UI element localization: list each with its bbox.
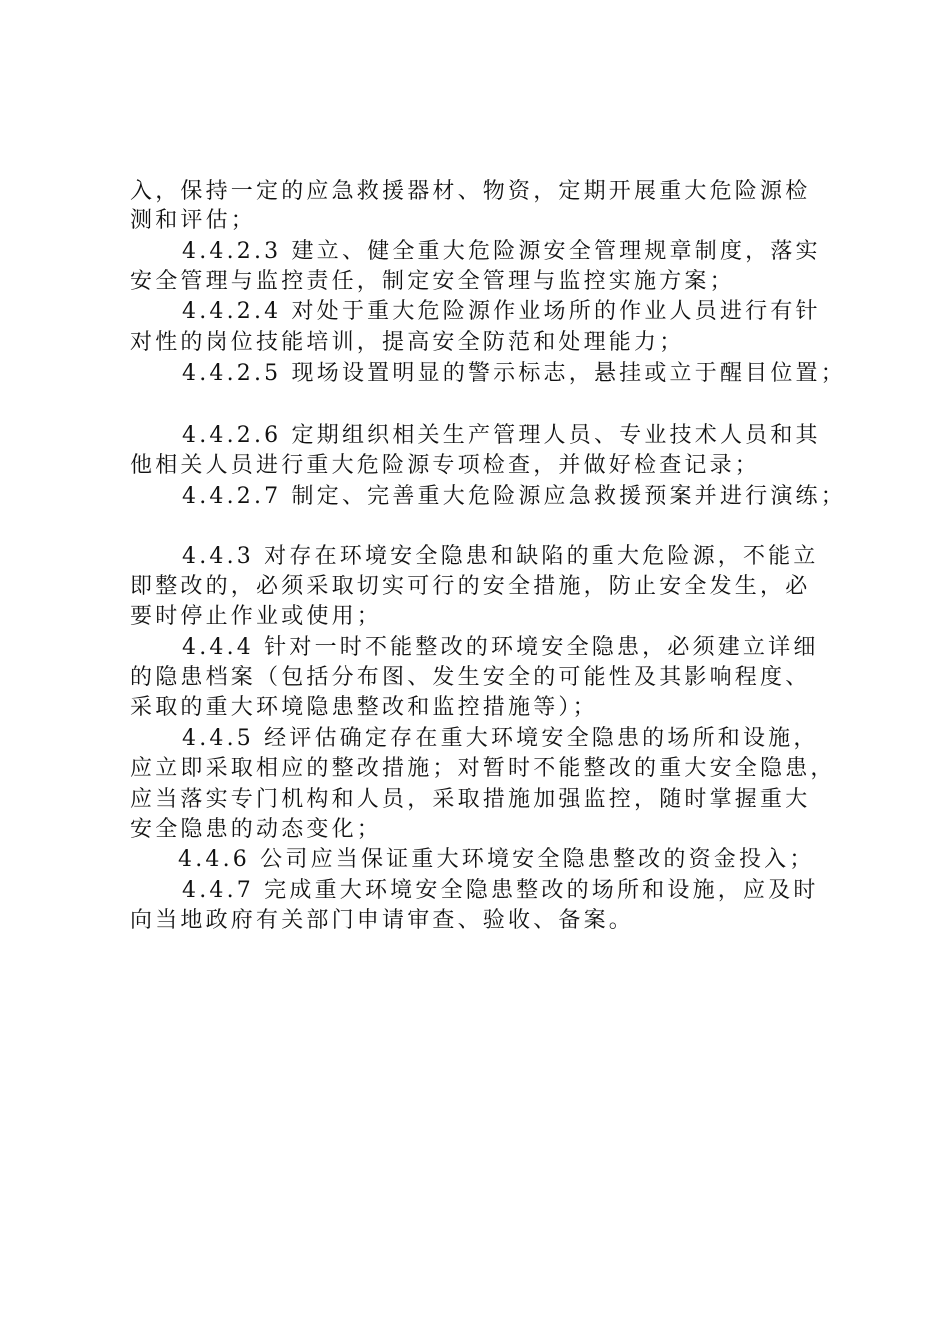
text-line: 4.4.4 针对一时不能整改的环境安全隐患，必须建立详细 [182,635,819,660]
text-line: 测和评估； [130,208,257,233]
text-line: 4.4.2.7 制定、完善重大危险源应急救援预案并进行演练； [182,484,846,509]
text-line: 要时停止作业或使用； [130,604,383,629]
text-line: 4.4.2.3 建立、健全重大危险源安全管理规章制度，落实 [182,239,821,264]
text-line: 4.4.7 完成重大环境安全隐患整改的场所和设施，应及时 [182,878,819,903]
text-line: 4.4.5 经评估确定存在重大环境安全隐患的场所和设施， [182,726,819,751]
text-line: 应当落实专门机构和人员，采取措施加强监控，随时掌握重大 [130,787,811,812]
text-line: 他相关人员进行重大危险源专项检查，并做好检查记录； [130,453,761,478]
text-line: 安全管理与监控责任，制定安全管理与监控实施方案； [130,269,735,294]
text-line: 向当地政府有关部门申请审查、验收、备案。 [130,908,635,933]
text-line: 4.4.2.5 现场设置明显的警示标志，悬挂或立于醒目位置； [182,361,846,386]
text-line: 采取的重大环境隐患整改和监控措施等）； [130,695,598,720]
text-line: 4.4.3 对存在环境安全隐患和缺陷的重大危险源，不能立 [182,544,819,569]
text-line: 的隐患档案（包括分布图、发生安全的可能性及其影响程度、 [130,665,811,690]
text-line: 入，保持一定的应急救援器材、物资，定期开展重大危险源检 [130,179,811,204]
text-line: 对性的岗位技能培训，提高安全防范和处理能力； [130,330,685,355]
text-line: 4.4.6 公司应当保证重大环境安全隐患整改的资金投入； [178,847,815,872]
text-line: 即整改的，必须采取切实可行的安全措施，防止安全发生，必 [130,574,811,599]
text-line: 4.4.2.4 对处于重大危险源作业场所的作业人员进行有针 [182,299,821,324]
text-line: 应立即采取相应的整改措施；对暂时不能整改的重大安全隐患， [130,756,836,781]
text-line: 安全隐患的动态变化； [130,817,383,842]
text-line: 4.4.2.6 定期组织相关生产管理人员、专业技术人员和其 [182,423,821,448]
